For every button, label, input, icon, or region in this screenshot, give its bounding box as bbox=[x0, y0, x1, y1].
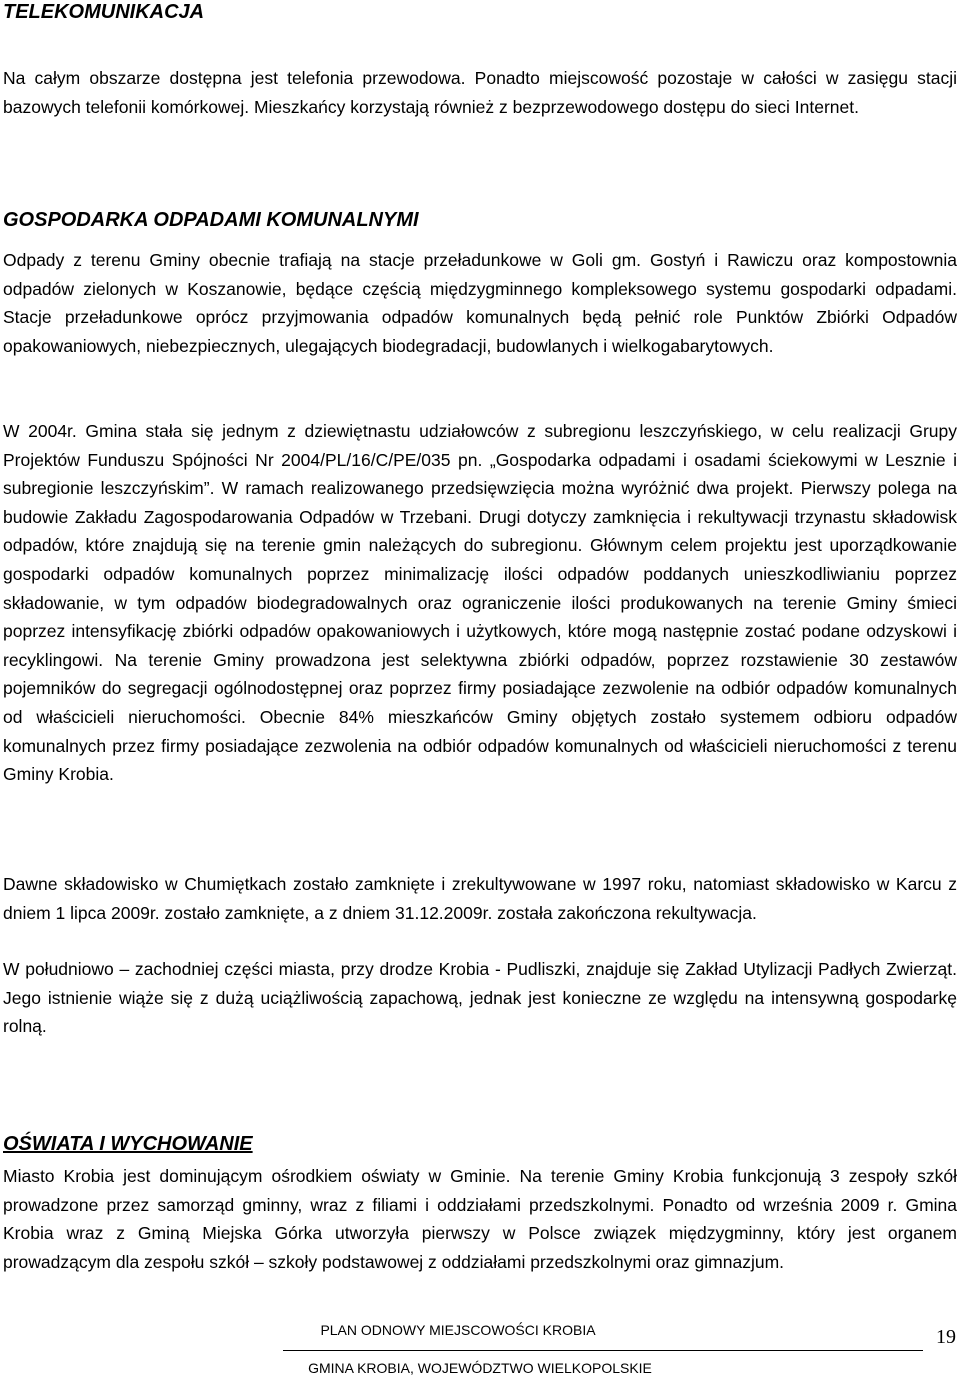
paragraph-telecom: Na całym obszarze dostępna jest telefonia przewodowa. Ponadto miejscowość pozostaje w całości w zasięgu stacji bazowych telefonii komórkowej. Mieszkańcy korzystają również z bezprzewodowego dostępu do sieci Internet. bbox=[3, 68, 957, 117]
footer-divider bbox=[283, 1350, 923, 1351]
footer-title: PLAN ODNOWY MIEJSCOWOŚCI KROBIA bbox=[320, 1322, 596, 1338]
paragraph-waste-2: W 2004r. Gmina stała się jednym z dziewiętnastu udziałowców z subregionu leszczyńskiego, w celu realizacji Grupy Projektów Funduszu Spójności Nr 2004/PL/16/C/PE/035 pn. „Gospodarka odpadami i osadami ściekowymi w Lesznie i subregionie leszczyńskim”. W ramach realizowanego przedsięwzięcia można wyróżnić dwa projekt. Pierwszy polega na budowie Zakładu Zagospodarowania Odpadów w Trzebani. Drugi dotyczy zamknięcia i rekultywacji trzynastu składowisk odpadów, które znajdują się na terenie gmin należących do subregionu. Głównym celem projektu jest uporządkowanie gospodarki odpadów komunalnych poprzez minimalizację ilości odpadów poddanych unieszkodliwianiu poprzez składowanie, w tym odpadów biodegradowalnych oraz ograniczenie ilości produkowanych na terenie Gminy śmieci poprzez intensyfikację zbiórki odpadów opakowaniowych i użytkowych, które mogą następnie zostać podane odzyskowi i recyklingowi. Na terenie Gminy prowadzona jest selektywna zbiórki odpadów, poprzez rozstawienie 30 zestawów pojemników do segregacji ogólnodostępnej oraz poprzez firmy posiadające zezwolenie na odbiór odpadów komunalnych od właścicieli nieruchomości. Obecnie 84% mieszkańców Gminy objętych zostało systemem odbioru odpadów komunalnych przez firmy posiadające zezwolenia na odbiór odpadów komunalnych od właścicieli nieruchomości z terenu Gminy Krobia. bbox=[3, 421, 957, 785]
section-heading-education: OŚWIATA I WYCHOWANIE bbox=[3, 1133, 253, 1155]
paragraph-education: Miasto Krobia jest dominującym ośrodkiem oświaty w Gminie. Na terenie Gminy Krobia funkcjonują 3 zespoły szkół prowadzone przez samorząd gminny, wraz z filiami i oddziałami przedszkolnymi. Ponadto od września 2009 r. Gmina Krobia wraz z Gminą Miejska Górka utworzyła pierwszy w Polsce związek międzygminny, który jest organem prowadzącym dla zespołu szkół – szkoły podstawowej z oddziałami przedszkolnymi oraz gimnazjum. bbox=[3, 1166, 957, 1272]
section-heading-waste: GOSPODARKA ODPADAMI KOMUNALNYMI bbox=[3, 209, 419, 231]
paragraph-waste-4: W południowo – zachodniej części miasta, przy drodze Krobia - Pudliszki, znajduje się Zakład Utylizacji Padłych Zwierząt. Jego istnienie wiąże się z dużą uciążliwością zapachową, jednak jest konieczne ze względu na intensywną gospodarkę rolną. bbox=[3, 959, 957, 1037]
paragraph-waste-3: Dawne składowisko w Chumiętkach zostało zamknięte i zrekultywowane w 1997 roku, natomiast składowisko w Karcu z dniem 1 lipca 2009r. zostało zamknięte, a z dniem 31.12.2009r. została zakończona rekultywacja. bbox=[3, 874, 957, 923]
section-heading-telecom: TELEKOMUNIKACJA bbox=[3, 1, 205, 23]
paragraph-waste-1: Odpady z terenu Gminy obecnie trafiają na stacje przeładunkowe w Goli gm. Gostyń i Rawiczu oraz kompostownia odpadów zielonych w Koszanowie, będące częścią międzygminnego kompleksowego systemu gospodarki odpadami. Stacje przeładunkowe oprócz przyjmowania odpadów komunalnych będą pełnić role Punktów Zbiórki Odpadów opakowaniowych, niebezpiecznych, ulegających biodegradacji, budowlanych i wielkogabarytowych. bbox=[3, 250, 957, 356]
footer-subtitle: GMINA KROBIA, WOJEWÓDZTWO WIELKOPOLSKIE bbox=[308, 1360, 652, 1376]
page-number: 19 bbox=[936, 1326, 956, 1348]
